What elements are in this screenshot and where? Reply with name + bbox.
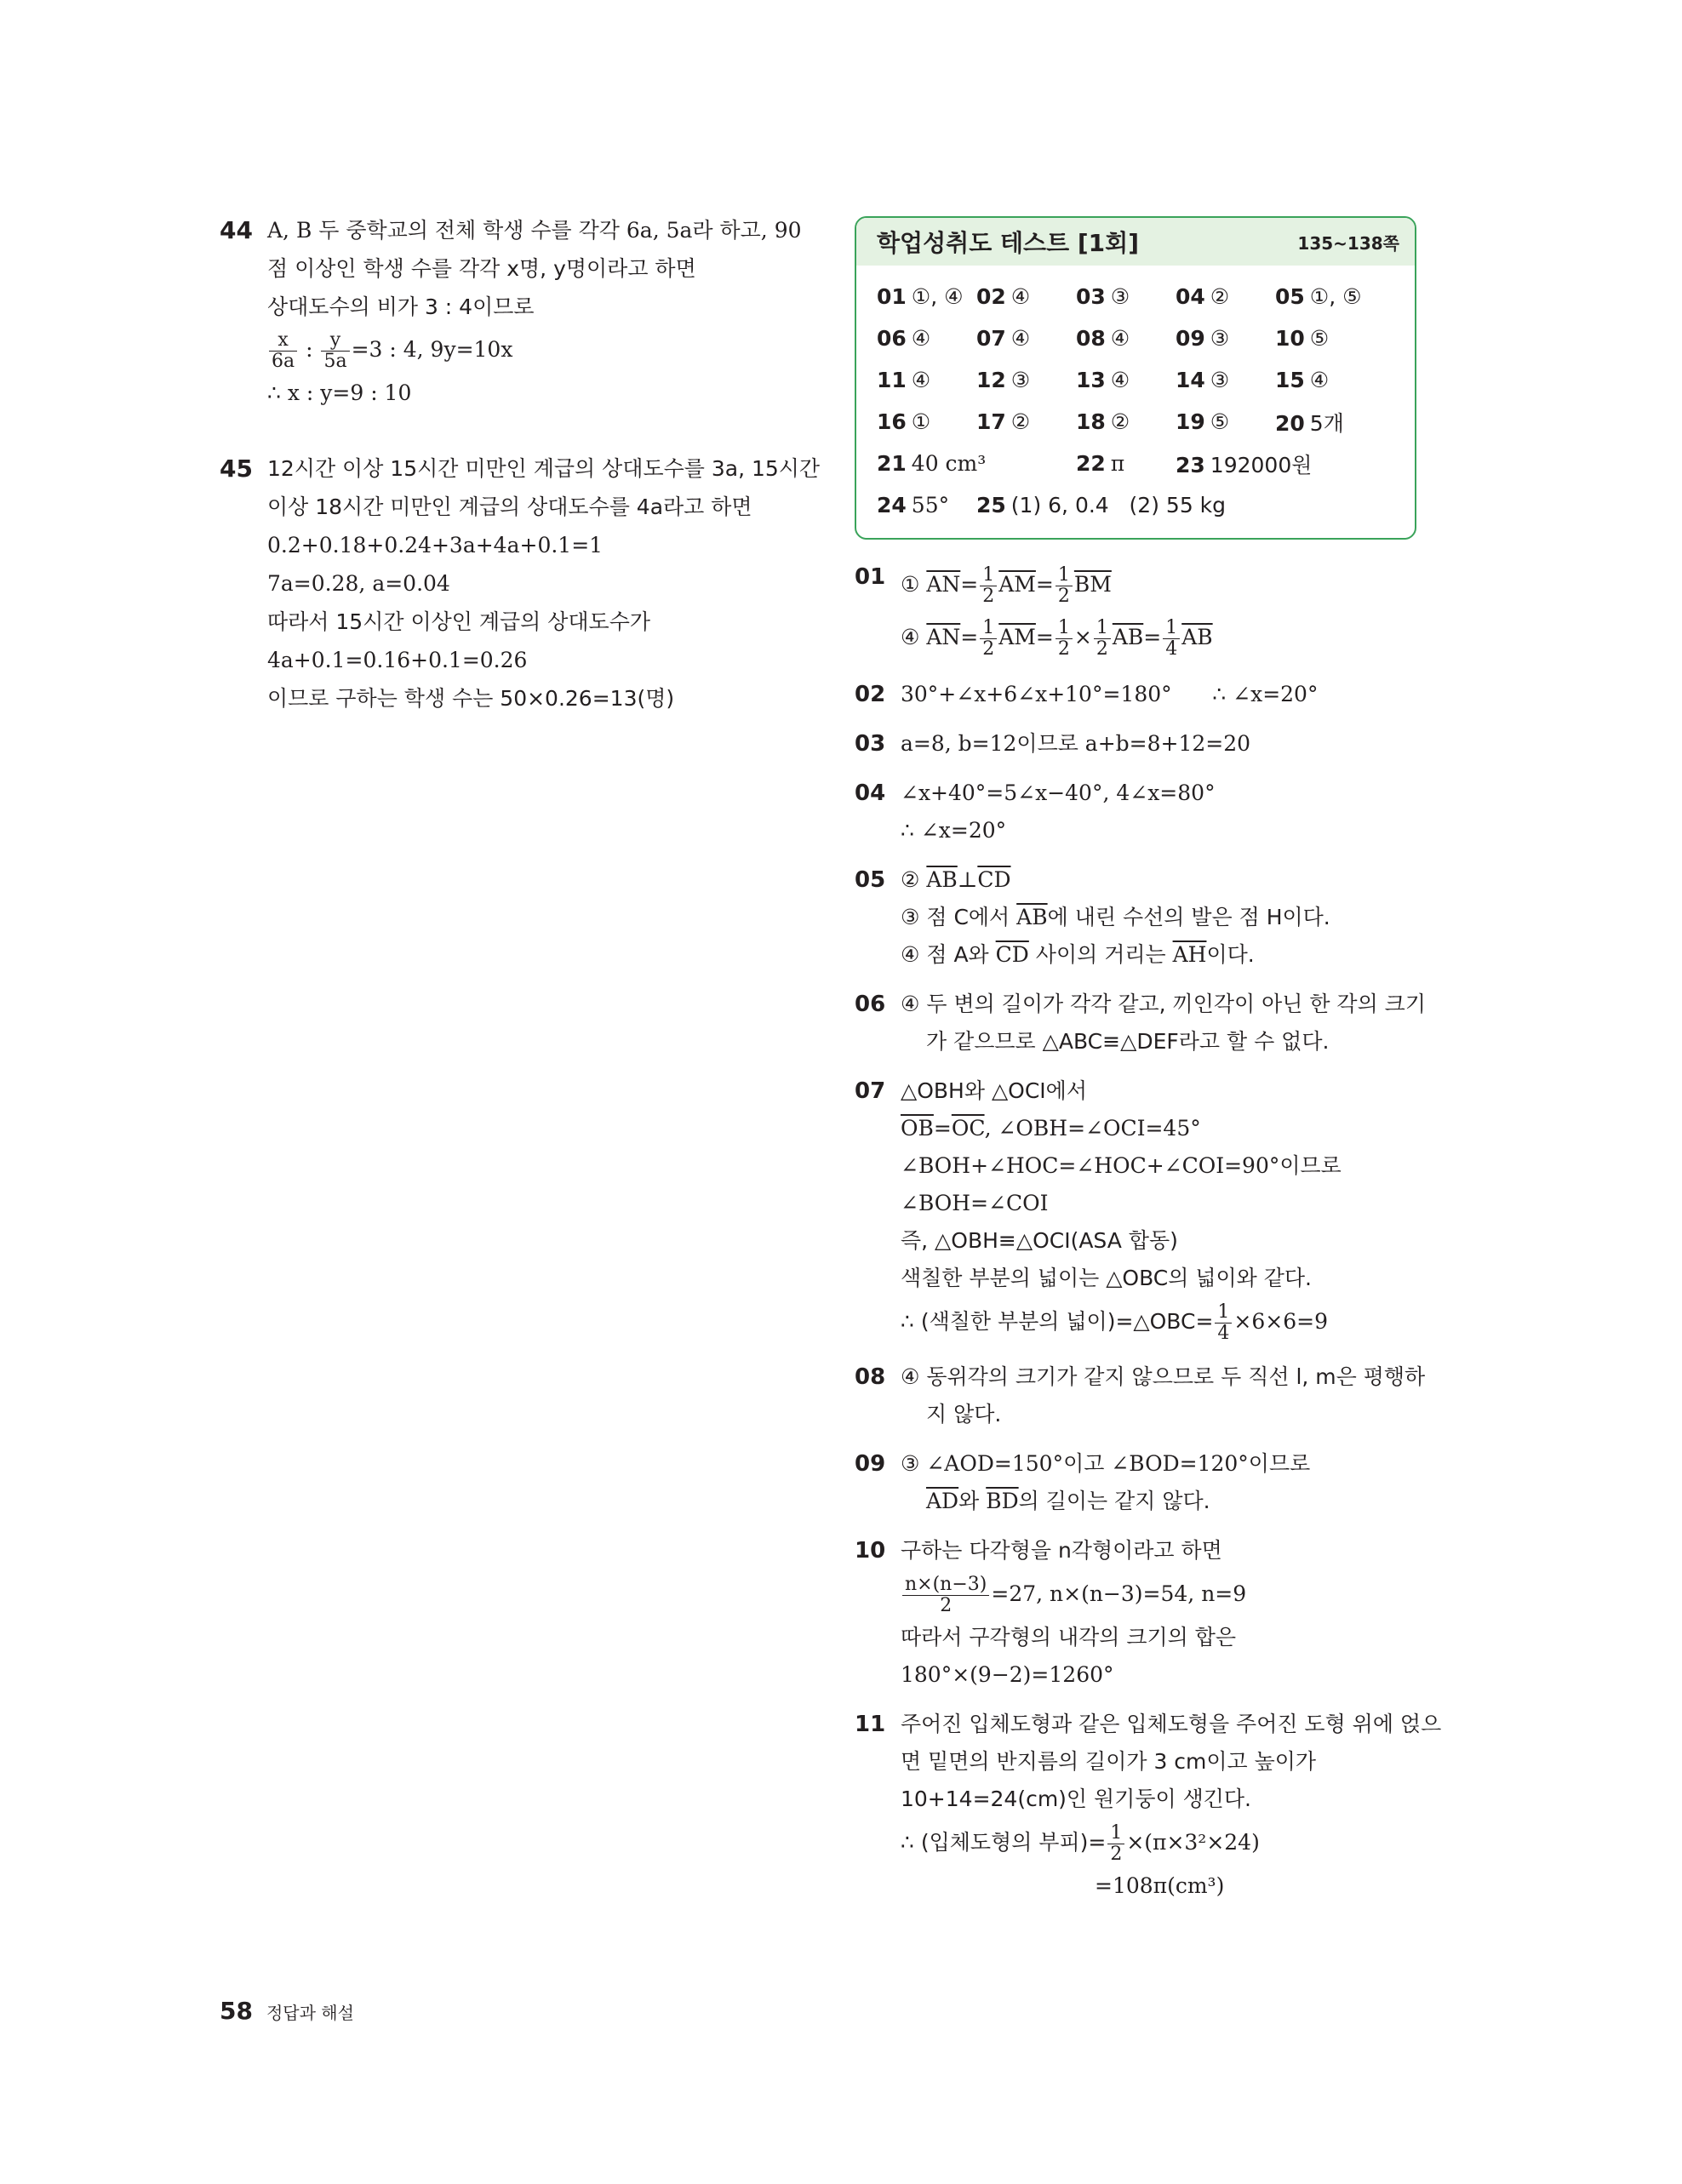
text-line: 이상 18시간 미만인 계급의 상대도수를 4a라고 하면 <box>267 495 752 519</box>
q-number: 05 <box>1275 284 1305 309</box>
solution-03 <box>855 725 1433 763</box>
fraction <box>980 618 997 660</box>
text-line: 따라서 구각형의 내각의 크기의 합은 <box>901 1625 1237 1649</box>
solution-04 <box>855 775 1433 849</box>
q-number: 24 <box>877 493 907 517</box>
equation-line <box>901 1297 1433 1346</box>
text-line: 주어진 입체도형과 같은 입체도형을 주어진 도형 위에 얹으 <box>901 1712 1442 1736</box>
answer-cell <box>1176 326 1275 351</box>
left-column <box>220 211 821 718</box>
equals-sign: = <box>960 625 979 649</box>
solution-07 <box>855 1072 1433 1346</box>
answer-cell <box>1275 407 1375 437</box>
solution-11 <box>855 1706 1442 1905</box>
equation-line: 180°×(9−2)=1260° <box>901 1662 1114 1687</box>
q-answer: 5개 <box>1309 410 1344 436</box>
q-answer: ③ <box>1210 326 1230 351</box>
q-answer: ⑤ <box>1309 326 1330 351</box>
solution-05 <box>855 861 1433 974</box>
answer-cell <box>877 326 976 351</box>
text-part: 사이의 거리는 <box>1028 942 1173 967</box>
answer-cell <box>1076 368 1176 392</box>
text-line: 이므로 구하는 학생 수는 50×0.26=13(명) <box>267 686 675 711</box>
equation-line: ∠BOH=∠COI <box>901 1191 1049 1215</box>
segment: $\overline{AB}$ <box>926 867 958 892</box>
q-number: 20 <box>1275 410 1305 436</box>
q-answer: 192000원 <box>1210 452 1313 477</box>
q-number: 21 <box>877 451 907 476</box>
segment: $\overline{AB}$ <box>1112 625 1144 649</box>
fraction <box>902 1575 989 1616</box>
equals-sign: = <box>1035 572 1054 597</box>
equation-line: a=8, b=12이므로 a+b=8+12=20 <box>901 731 1251 756</box>
answer-cell <box>1176 284 1275 309</box>
page-number: 58 <box>220 1997 253 2025</box>
problem-number: 02 <box>855 682 886 707</box>
segment: $\overline{OC}$ <box>951 1116 985 1141</box>
q-number: 16 <box>877 409 907 434</box>
denominator: 5a <box>323 351 347 372</box>
text-line: 지 않다. <box>926 1402 1002 1426</box>
choice-mark: ④ <box>901 625 927 649</box>
text-line <box>901 936 1433 974</box>
answer-cell <box>976 493 1317 517</box>
numerator: x <box>269 330 297 352</box>
choice-mark: ① <box>901 572 927 597</box>
answer-cell <box>877 284 976 309</box>
q-number: 14 <box>1176 368 1205 392</box>
q-answer: π <box>1110 451 1125 476</box>
q-answer: ② <box>1110 409 1130 434</box>
problem-number: 04 <box>855 780 886 806</box>
q-answer: ④ <box>1110 368 1130 392</box>
answer-cell <box>877 451 1076 476</box>
solution-08 <box>855 1358 1433 1433</box>
answer-cell <box>1275 326 1375 351</box>
problem-number: 10 <box>855 1538 886 1564</box>
q-number: 19 <box>1176 409 1205 434</box>
text-line: 가 같으므로 △ABC≡△DEF라고 할 수 없다. <box>926 1029 1330 1054</box>
q-answer: ③ <box>1110 284 1130 309</box>
q-number: 06 <box>877 326 907 351</box>
fraction <box>1215 1302 1232 1344</box>
q-number: 23 <box>1176 452 1205 477</box>
fraction <box>980 565 997 607</box>
q-answer: ④ <box>1110 326 1130 351</box>
perpendicular-sign: ⊥ <box>957 867 978 892</box>
text-line: 10+14=24(cm)인 원기둥이 생긴다. <box>901 1787 1251 1811</box>
denominator: 4 <box>1165 638 1178 660</box>
q-number: 11 <box>877 368 907 392</box>
text-part: 이다. <box>1206 942 1255 967</box>
q-number: 09 <box>1176 326 1205 351</box>
segment: $\overline{CD}$ <box>977 867 1011 892</box>
answer-cell <box>1076 326 1176 351</box>
solution-09 <box>855 1445 1433 1520</box>
q-answer: ①, ④ <box>911 284 964 309</box>
solution-06 <box>855 986 1433 1061</box>
numerator: 1 <box>980 618 997 639</box>
problem-number: 45 <box>220 455 253 483</box>
solution-02 <box>855 676 1433 713</box>
answer-cell <box>1275 284 1375 309</box>
answer-grid <box>856 266 1415 538</box>
text-line: ③ ∠AOD=150°이고 ∠BOD=120°이므로 <box>901 1451 1311 1476</box>
q-answer: ④ <box>911 368 931 392</box>
denominator: 2 <box>982 638 995 660</box>
q-answer: 55° <box>911 493 950 517</box>
answer-row <box>877 401 1394 443</box>
answer-cell <box>877 368 976 392</box>
answer-cell <box>976 326 1076 351</box>
problem-44 <box>220 211 815 412</box>
segment: $\overline{AN}$ <box>926 572 961 597</box>
q-number: 02 <box>976 284 1006 309</box>
q-answer: (1) 6, 0.4 (2) 55 kg <box>1010 493 1227 517</box>
problem-45 <box>220 449 821 718</box>
text-part: ③ 점 C에서 <box>901 905 1017 929</box>
text-part: 에 내린 수선의 발은 점 H이다. <box>1047 905 1330 929</box>
segment: $\overline{AN}$ <box>926 625 961 649</box>
text-line: 즉, △OBH≡△OCI(ASA 합동) <box>901 1228 1178 1253</box>
text-line: A, B 두 중학교의 전체 학생 수를 각각 6a, 5a라 하고, 90 <box>267 218 802 243</box>
equals-sign: = <box>933 1116 952 1141</box>
page-range: 135~138쪽 <box>1297 232 1399 254</box>
problem-number: 05 <box>855 867 886 893</box>
answer-key-title: 학업성취도 테스트 [1회] <box>877 229 1140 257</box>
answer-row <box>877 359 1394 401</box>
fraction <box>1163 618 1180 660</box>
q-answer: ② <box>1010 409 1031 434</box>
equals-sign: = <box>1143 625 1162 649</box>
segment: $\overline{BM}$ <box>1073 572 1112 597</box>
text-part: 의 길이는 같지 않다. <box>1018 1489 1210 1513</box>
equals-sign: = <box>1035 625 1054 649</box>
equation-line: ∠BOH+∠HOC=∠HOC+∠COI=90°이므로 <box>901 1153 1342 1178</box>
q-answer: ④ <box>1010 326 1031 351</box>
answer-cell <box>1176 409 1275 434</box>
problem-number: 44 <box>220 216 253 244</box>
text-line <box>901 899 1433 936</box>
q-number: 13 <box>1076 368 1106 392</box>
answer-row <box>877 276 1394 317</box>
segment: $\overline{AH}$ <box>1172 942 1207 967</box>
solution-01 <box>855 558 1433 664</box>
answer-row <box>877 443 1394 484</box>
text-line <box>901 861 1433 899</box>
answer-cell <box>877 409 976 434</box>
equation-line: 0.2+0.18+0.24+3a+4a+0.1=1 <box>267 533 604 557</box>
denominator: 2 <box>1096 638 1108 660</box>
q-answer: ④ <box>1309 368 1330 392</box>
answer-cell <box>976 409 1076 434</box>
line-symbol: $\overline{CD}$ <box>995 942 1029 967</box>
fraction <box>1094 618 1111 660</box>
q-number: 01 <box>877 284 907 309</box>
answer-cell <box>1275 368 1375 392</box>
problem-number: 01 <box>855 564 886 590</box>
numerator: 1 <box>1094 618 1111 639</box>
equation-line <box>901 1818 1433 1867</box>
equation-rest: ×6×6=9 <box>1233 1309 1328 1334</box>
q-number: 18 <box>1076 409 1106 434</box>
problem-number: 06 <box>855 992 886 1017</box>
text-line: 따라서 15시간 이상인 계급의 상대도수가 <box>267 609 650 634</box>
problem-number: 08 <box>855 1364 886 1390</box>
fraction <box>1107 1823 1124 1865</box>
answer-row <box>877 484 1394 526</box>
q-number: 15 <box>1275 368 1305 392</box>
q-number: 07 <box>976 326 1006 351</box>
q-number: 03 <box>1076 284 1106 309</box>
text-line <box>901 1483 1433 1520</box>
text-line: ④ 두 변의 길이가 각각 같고, 끼인각이 아닌 한 각의 크기 <box>901 992 1426 1016</box>
answer-cell <box>1076 409 1176 434</box>
equals-sign: = <box>960 572 979 597</box>
segment: $\overline{AM}$ <box>998 625 1036 649</box>
right-column <box>855 216 1442 1917</box>
times-sign: × <box>1073 625 1092 649</box>
problem-number: 11 <box>855 1712 886 1737</box>
equation-rest: , ∠OBH=∠OCI=45° <box>984 1116 1201 1141</box>
answer-key-box <box>855 216 1416 540</box>
numerator: 1 <box>980 565 997 586</box>
arc: $\overline{AD}$ <box>926 1489 959 1513</box>
q-answer: ⑤ <box>1210 409 1230 434</box>
text-line: 면 밑면의 반지름의 길이가 3 cm이고 높이가 <box>901 1749 1317 1774</box>
q-number: 10 <box>1275 326 1305 351</box>
ratio-sign: : <box>299 337 320 362</box>
answer-row <box>877 317 1394 359</box>
segment: $\overline{OB}$ <box>901 1116 934 1141</box>
q-number: 04 <box>1176 284 1205 309</box>
q-answer: 40 cm³ <box>911 451 987 476</box>
text-line: 상대도수의 비가 3 : 4이므로 <box>267 294 535 319</box>
equation-line <box>901 1110 1433 1147</box>
text-line: △OBH와 △OCI에서 <box>901 1078 1087 1103</box>
equation-line: ∠x+40°=5∠x−40°, 4∠x=80° <box>901 780 1216 805</box>
text-line: 점 이상인 학생 수를 각각 x명, y명이라고 하면 <box>267 256 696 281</box>
problem-number: 09 <box>855 1451 886 1477</box>
q-number: 12 <box>976 368 1006 392</box>
fraction <box>269 330 297 372</box>
arc: $\overline{BD}$ <box>986 1489 1019 1513</box>
q-answer: ③ <box>1010 368 1031 392</box>
denominator: 2 <box>1110 1843 1123 1865</box>
denominator: 2 <box>1057 586 1070 607</box>
numerator: 1 <box>1056 565 1073 586</box>
line-symbol: $\overline{AB}$ <box>1016 905 1048 929</box>
fraction <box>1056 565 1073 607</box>
answer-cell <box>976 368 1076 392</box>
text-part: ∴ (입체도형의 부피)= <box>901 1830 1107 1855</box>
choice-mark: ② <box>901 867 927 892</box>
numerator: 1 <box>1107 1823 1124 1844</box>
denominator: 2 <box>940 1595 953 1616</box>
numerator: 1 <box>1056 618 1073 639</box>
q-answer: ① <box>911 409 931 434</box>
text-part: ∴ (색칠한 부분의 넓이)=△OBC= <box>901 1309 1214 1334</box>
denominator: 2 <box>1057 638 1070 660</box>
equation-rest: =27, n×(n−3)=54, n=9 <box>991 1581 1247 1606</box>
q-answer: ③ <box>1210 368 1230 392</box>
answer-cell <box>1076 284 1176 309</box>
fraction <box>321 330 349 372</box>
answer-cell <box>877 493 976 517</box>
numerator: 1 <box>1163 618 1180 639</box>
equation-rest: ×(π×3²×24) <box>1126 1830 1260 1855</box>
problem-number: 07 <box>855 1078 886 1104</box>
answer-cell <box>976 284 1076 309</box>
segment: $\overline{AB}$ <box>1181 625 1213 649</box>
q-answer: ④ <box>1010 284 1031 309</box>
text-line: 색칠한 부분의 넓이는 △OBC의 넓이와 같다. <box>901 1266 1313 1290</box>
equation-line <box>267 326 815 374</box>
q-number: 25 <box>976 493 1006 517</box>
answer-cell <box>1176 368 1275 392</box>
equation-line <box>901 611 1433 664</box>
equation-line <box>901 558 1433 611</box>
problem-number: 03 <box>855 731 886 757</box>
equation-line: 7a=0.28, a=0.04 <box>267 571 450 596</box>
equation-line: 30°+∠x+6∠x+10°=180° ∴ ∠x=20° <box>901 682 1319 706</box>
denominator: 6a <box>272 351 295 372</box>
footer-title: 정답과 해설 <box>266 2003 354 2023</box>
answer-key-header <box>856 218 1415 266</box>
text-part: ④ 점 A와 <box>901 942 996 967</box>
denominator: 2 <box>982 586 995 607</box>
answer-cell <box>1176 449 1346 479</box>
text-part: 와 <box>958 1489 987 1513</box>
solution-10 <box>855 1532 1433 1694</box>
numerator: n×(n−3) <box>902 1575 989 1596</box>
denominator: 4 <box>1217 1322 1230 1344</box>
numerator: 1 <box>1215 1302 1232 1324</box>
text-line: ∴ x : y=9 : 10 <box>267 380 412 405</box>
page-footer <box>220 1997 354 2025</box>
numerator: y <box>321 330 349 352</box>
q-number: 17 <box>976 409 1006 434</box>
equation-line: ∴ ∠x=20° <box>901 818 1007 843</box>
q-answer: ② <box>1210 284 1230 309</box>
equation-rest: =3 : 4, 9y=10x <box>351 337 513 362</box>
q-answer: ④ <box>911 326 931 351</box>
segment: $\overline{AM}$ <box>998 572 1036 597</box>
q-answer: ①, ⑤ <box>1309 284 1362 309</box>
text-line: 구하는 다각형을 n각형이라고 하면 <box>901 1538 1222 1563</box>
equation-line: 4a+0.1=0.16+0.1=0.26 <box>267 648 528 672</box>
q-number: 08 <box>1076 326 1106 351</box>
text-line: ④ 동위각의 크기가 같지 않으므로 두 직선 l, m은 평행하 <box>901 1364 1426 1389</box>
equation-line <box>901 1569 1433 1619</box>
fraction <box>1056 618 1073 660</box>
equation-line: =108π(cm³) <box>1095 1873 1225 1898</box>
q-number: 22 <box>1076 451 1106 476</box>
answer-cell <box>1076 451 1176 476</box>
text-line: 12시간 이상 15시간 미만인 계급의 상대도수를 3a, 15시간 <box>267 456 821 481</box>
